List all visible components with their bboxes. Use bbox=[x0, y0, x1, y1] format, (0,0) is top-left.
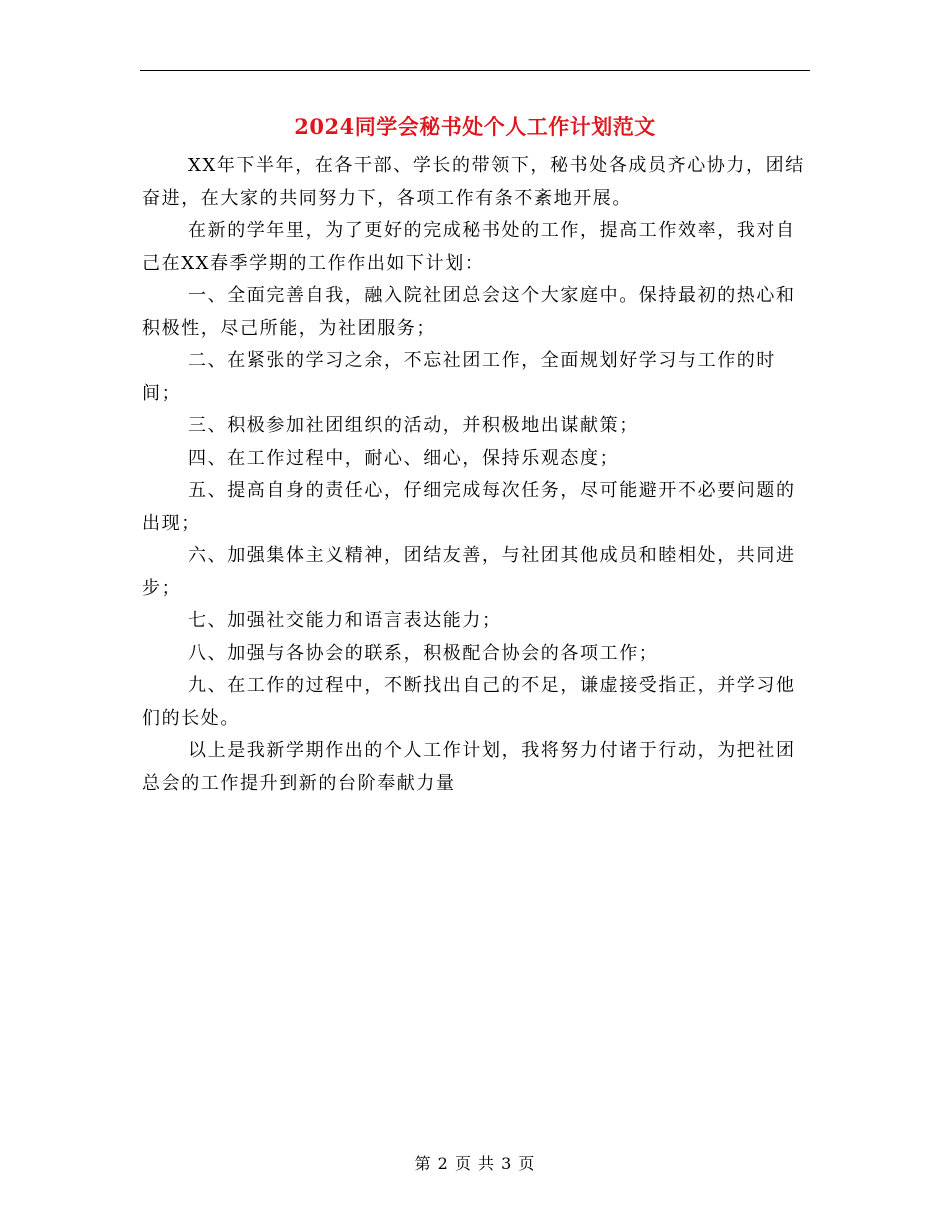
paragraph-item-4: 四、在工作过程中，耐心、细心，保持乐观态度； bbox=[188, 447, 620, 469]
paragraph-item-9: 九、在工作的过程中，不断找出自己的不足，谦虚接受指正，并学习他们的长处。 bbox=[142, 675, 796, 729]
paragraph-item-2: 二、在紧张的学习之余，不忘社团工作，全面规划好学习与工作的时间； bbox=[142, 350, 776, 404]
page-number-footer: 第 2 页 共 3 页 bbox=[414, 1154, 536, 1173]
paragraph-item-7: 七、加强社交能力和语言表达能力； bbox=[188, 610, 502, 631]
paragraph-item-6: 六、加强集体主义精神，团结友善，与社团其他成员和睦相处，共同进步； bbox=[142, 545, 796, 599]
paragraph-item-8: 八、加强与各协会的联系，积极配合协会的各项工作； bbox=[188, 642, 659, 664]
paragraph-item-3: 三、积极参加社团组织的活动，并积极地出谋献策； bbox=[188, 415, 639, 436]
paragraph-plan-intro: 在新的学年里，为了更好的完成秘书处的工作，提高工作效率，我对自己在XX春季学期的工作作出如下计划： bbox=[142, 220, 796, 274]
paragraph-intro: XX年下半年，在各干部、学长的带领下，秘书处各成员齐心协力，团结奋进，在大家的共同努力下，各项工作有条不紊地开展。 bbox=[142, 155, 805, 209]
header-rule bbox=[140, 70, 810, 71]
document-title: 2024同学会秘书处个人工作计划范文 bbox=[294, 114, 656, 139]
paragraph-conclusion: 以上是我新学期作出的个人工作计划，我将努力付诸于行动，为把社团总会的工作提升到新的台阶奉献力量 bbox=[142, 740, 796, 794]
paragraph-item-5: 五、提高自身的责任心，仔细完成每次任务，尽可能避开不必要问题的出现； bbox=[142, 480, 796, 534]
document-body bbox=[142, 150, 814, 800]
paragraph-item-1: 一、全面完善自我，融入院社团总会这个大家庭中。保持最初的热心和积极性，尽己所能，为社团服务； bbox=[142, 285, 796, 339]
